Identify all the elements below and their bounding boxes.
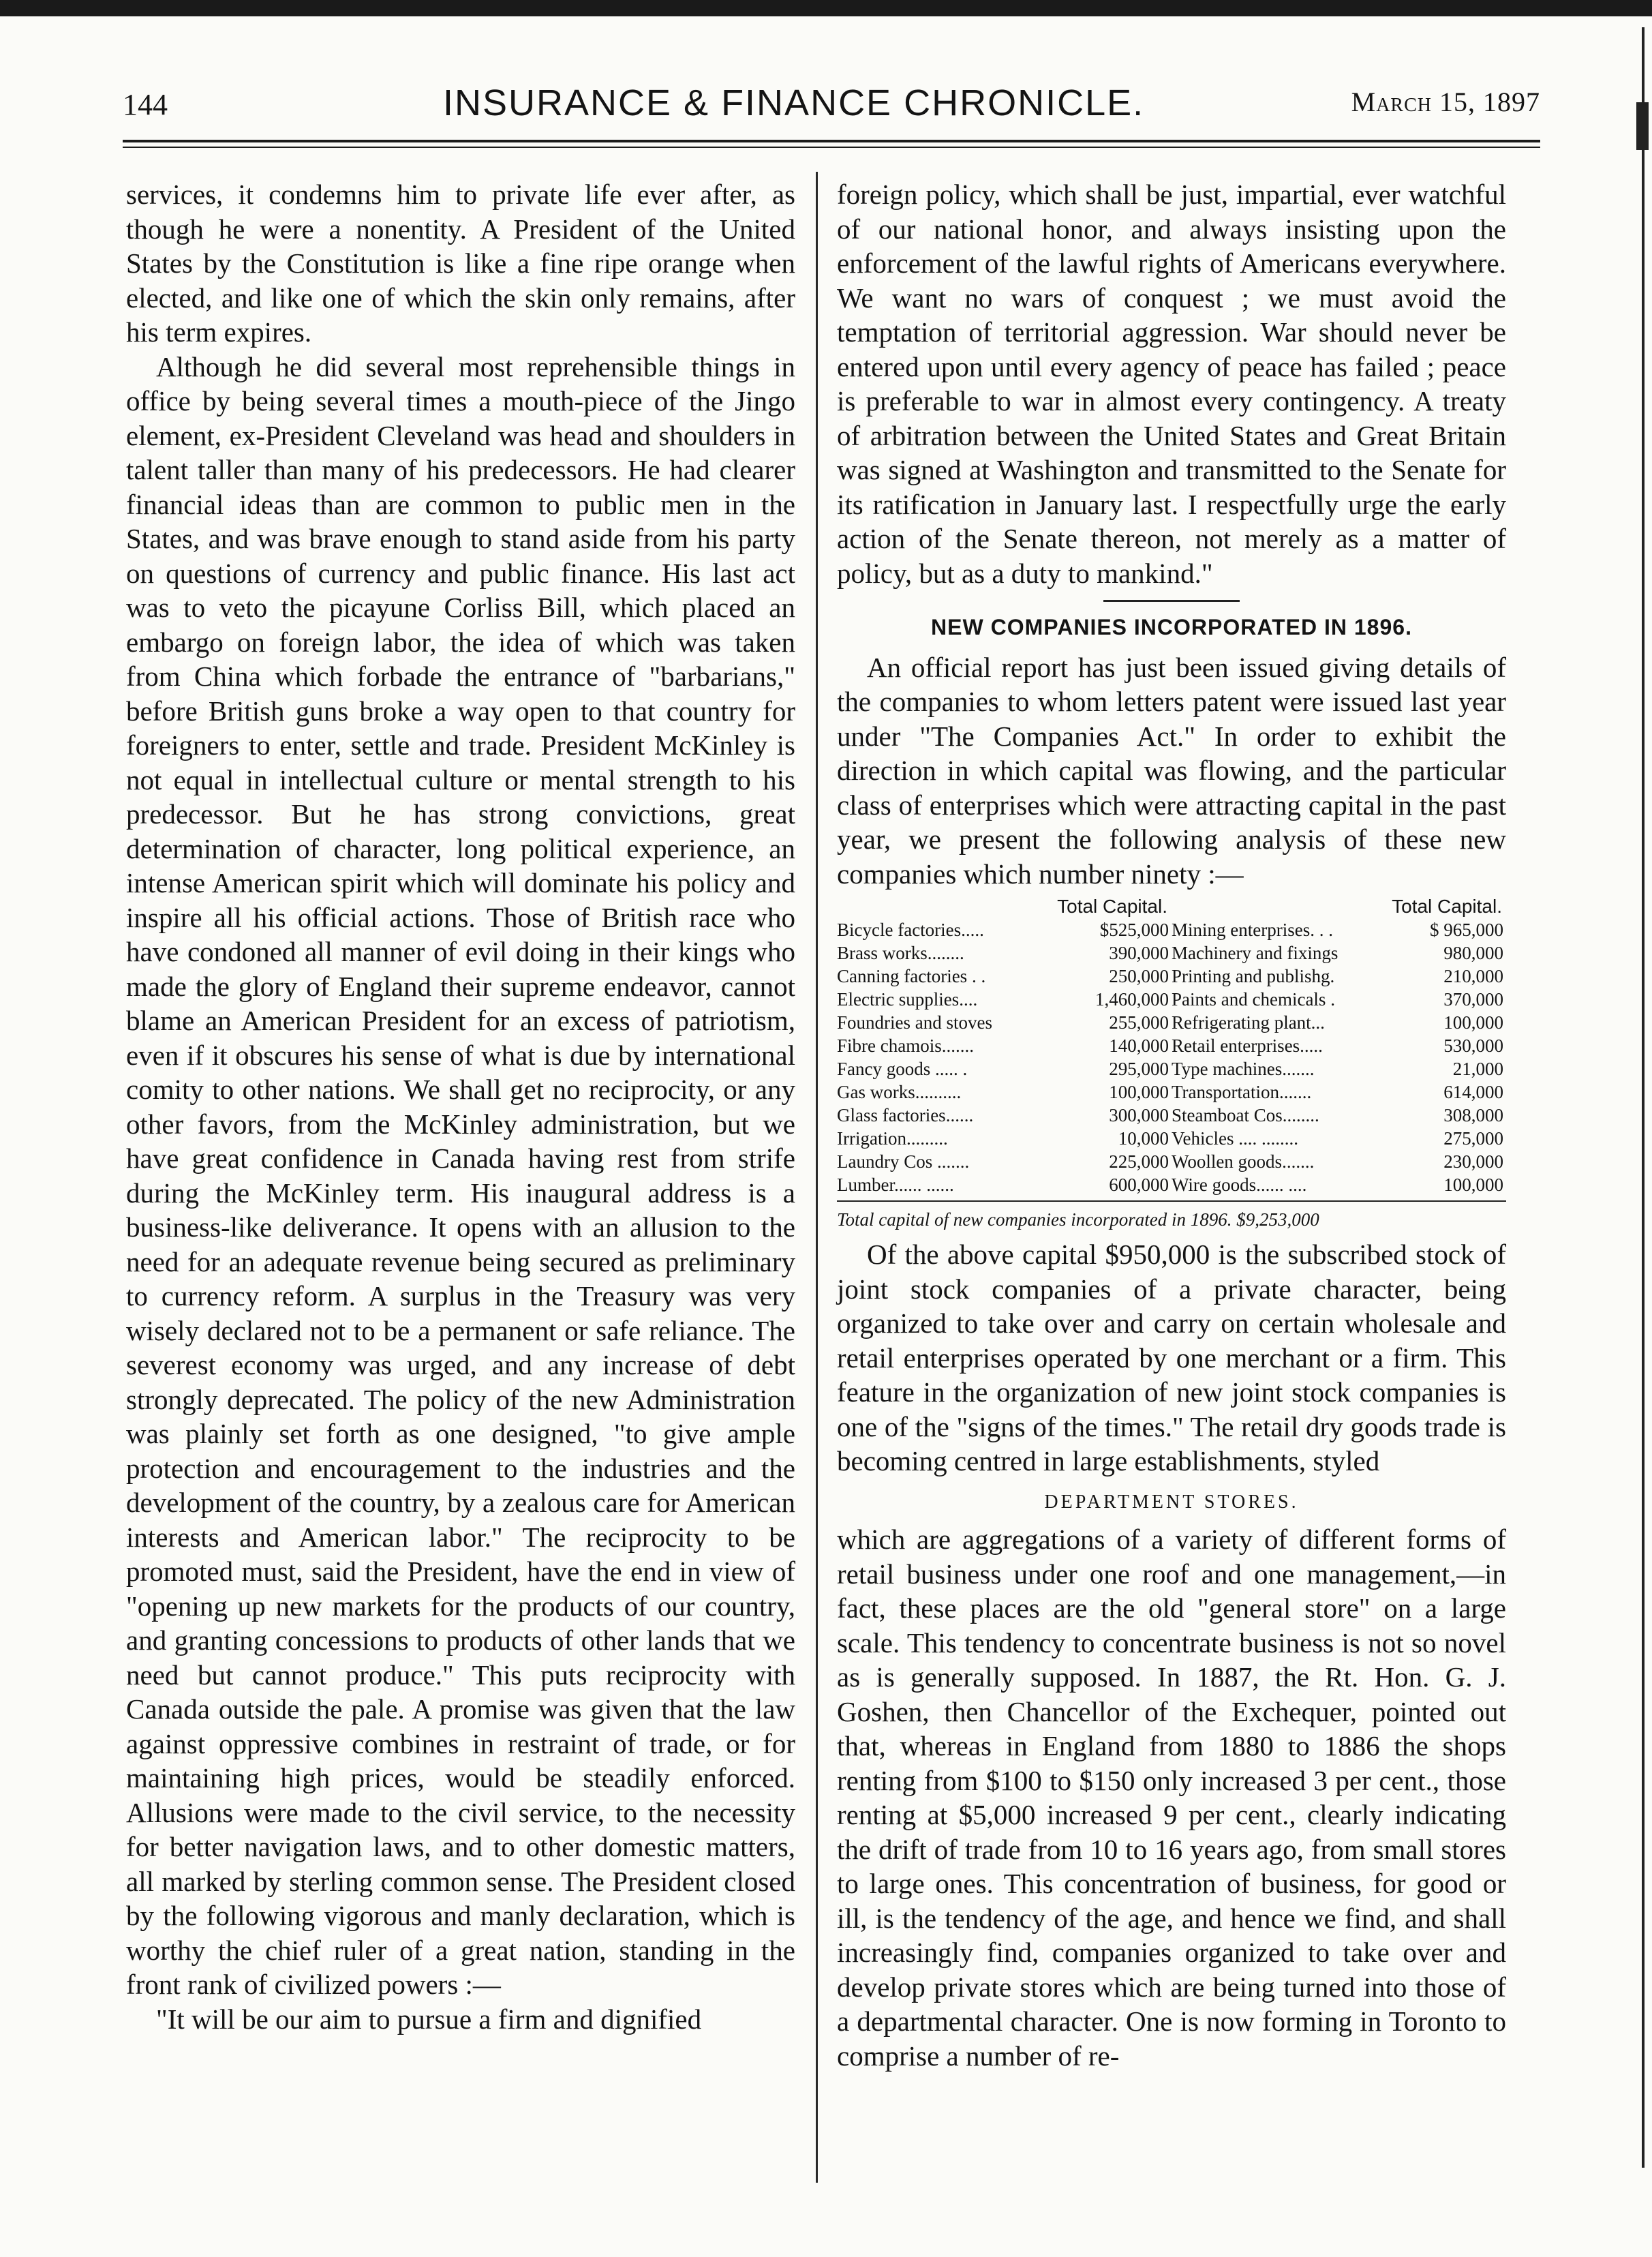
capital-table	[837, 895, 1506, 1232]
table-row-value: 255,000	[1109, 1012, 1169, 1033]
article-paragraph: Although he did several most reprehensible things in office by being several times a mouth-piece of the Jingo element, ex-President Cleveland was head and shoulders in talent taller than many of his predecessors. He had clearer financial ideas than are common to public men in the States, and was brave enough to stand aside from his party on questions of currency and public finance. His last act was to veto the picayune Corliss Bill, which placed an embargo on foreign labor, the idea of which was taken from China which forbade the entrance of "barbarians," before British guns broke a way open to that country for foreigners to enter, settle and trade. President McKinley is not equal in intellectual culture or mental strength to his predecessor. But he has strong convictions, great determination of character, long political experience, an intense American spirit which will dominate his policy and inspire all his official actions. Those of British race who have condoned all manner of evil doing in their kings who made the glory of England their supreme endeavor, cannot blame an American President for an excess of patriotism, even if it obscures his sense of what is due by international comity to other nations. We shall get no reciprocity, or any other favors, from the McKinley administration, but we have great confidence in Canada having rest from strife during the McKinley term. His inaugural address is a business-like deliverance. It opens with an allusion to the need for an adequate revenue being secured as preliminary to currency reform. A surplus in the Treasury was very wisely declared not to be a permanent or safe reliance. The severest economy was urged, and any increase of debt strongly deprecated. The policy of the new Administration was plainly set forth as one designed, "to give ample protection and encouragement to the industries and the development of the country, by a zealous care for American interests and American labor." The reciprocity to be promoted must, said the President, have the end in view of "opening up new markets for the products of our country, and granting concessions to products of other lands that we need but cannot produce." This puts reciprocity with Canada outside the pale. A promise was given that the law against oppressive combines in restraint of trade, or for maintaining high prices, would be steadily enforced. Allusions were made to the civil service, to the necessity for better navigation laws, and to other domestic matters, all marked by sterling common sense. The President closed by the following vigorous and manly declaration, which is worthy the chief ruler of a great nation, standing in the front rank of civilized powers :—	[126, 350, 795, 2000]
table-row-label: Retail enterprises.....	[1172, 1035, 1323, 1056]
table-row	[837, 1011, 1172, 1034]
table-row	[837, 918, 1172, 941]
table-left-half	[837, 918, 1172, 1196]
section-intro: An official report has just been issued giving details of the companies to whom letters patent were issued last year under "The Companies Act." In order to exhibit the direction in which capital was flowing, and the particular class of enterprises which were attracting capital in the past year, we present the following analysis of these new companies which number ninety :—	[837, 651, 1506, 890]
table-row	[1172, 988, 1506, 1011]
table-col-header-right: Total Capital.	[1392, 896, 1502, 917]
table-row	[1172, 918, 1506, 941]
scan-binding-edge	[1642, 27, 1645, 2168]
table-row	[1172, 1127, 1506, 1150]
table-row-value: 100,000	[1109, 1082, 1169, 1102]
table-row-label: Paints and chemicals .	[1172, 989, 1335, 1010]
journal-title: INSURANCE & FINANCE CHRONICLE.	[443, 82, 1145, 123]
article-paragraph: which are aggregations of a variety of different forms of retail business under one roof and one management,—in fact, these places are the old "general store" on a large scale. This tendency to concentrate business is not so novel as is generally supposed. In 1887, the Rt. Hon. G. J. Goshen, then Chancellor of the Exchequer, pointed out that, whereas in England from 1880 to 1886 the shops renting from $100 to $150 only increased 3 per cent., those renting at $5,000 increased 9 per cent., clearly indicating the drift of trade from 10 to 16 years ago, from small stores to large ones. This concentration of business, for good or ill, is the tendency of the age, and hence we find, and shall increasingly find, companies organized to take over and develop private stores which are being turned into those of a departmental character. One is now forming in Toronto to comprise a number of re-	[837, 1524, 1506, 2072]
table-row-value: 600,000	[1109, 1175, 1169, 1195]
table-col-header-left: Total Capital.	[1057, 896, 1167, 917]
table-row-value: 10,000	[1118, 1128, 1169, 1149]
table-row-label: Bicycle factories.....	[837, 920, 984, 940]
table-row-label: Type machines.......	[1172, 1059, 1315, 1079]
table-row-value: 210,000	[1443, 966, 1503, 986]
table-row-value: 21,000	[1452, 1059, 1503, 1079]
table-row-value: 370,000	[1443, 989, 1503, 1010]
table-row-value: 100,000	[1443, 1175, 1503, 1195]
table-row-label: Electric supplies....	[837, 989, 978, 1010]
table-row-value: $ 965,000	[1430, 920, 1503, 940]
table-row-label: Gas works..........	[837, 1082, 962, 1102]
table-row	[837, 988, 1172, 1011]
table-row-value: 275,000	[1443, 1128, 1503, 1149]
table-row-label: Transportation.......	[1172, 1082, 1312, 1102]
scan-top-edge	[0, 0, 1652, 16]
issue-date: March 15, 1897	[1351, 87, 1540, 117]
table-row-value: 530,000	[1443, 1035, 1503, 1056]
table-row-label: Woollen goods.......	[1172, 1151, 1315, 1172]
table-row-value: $525,000	[1099, 920, 1169, 940]
table-row	[1172, 1104, 1506, 1127]
table-row-label: Glass factories......	[837, 1105, 974, 1125]
header-rule-thin	[123, 147, 1540, 148]
table-row	[1172, 1034, 1506, 1057]
table-row-label: Lumber...... ......	[837, 1175, 954, 1195]
table-header	[837, 895, 1506, 918]
table-row-label: Fancy goods ..... .	[837, 1059, 968, 1079]
table-row	[837, 1150, 1172, 1173]
table-row-label: Printing and publishg.	[1172, 966, 1335, 986]
table-row-label: Irrigation.........	[837, 1128, 948, 1149]
table-row-value: 390,000	[1109, 943, 1169, 963]
table-row-label: Vehicles .... ........	[1172, 1128, 1298, 1149]
table-row	[837, 965, 1172, 988]
table-right-half	[1172, 918, 1506, 1196]
section-heading: NEW COMPANIES INCORPORATED IN 1896.	[931, 615, 1412, 639]
table-row	[837, 1173, 1172, 1196]
table-row-value: 308,000	[1443, 1105, 1503, 1125]
table-row	[1172, 941, 1506, 965]
table-row-value: 250,000	[1109, 966, 1169, 986]
column-divider	[816, 172, 818, 2183]
table-row-value: 295,000	[1109, 1059, 1169, 1079]
subheading: DEPARTMENT STORES.	[1044, 1491, 1299, 1513]
table-row-label: Laundry Cos .......	[837, 1151, 970, 1172]
table-row	[1172, 1173, 1506, 1196]
table-row	[1172, 1057, 1506, 1080]
page-header	[123, 82, 1540, 135]
table-row-value: 1,460,000	[1095, 989, 1169, 1010]
table-row-label: Steamboat Cos........	[1172, 1105, 1319, 1125]
table-row	[837, 1127, 1172, 1150]
quote-continuation: foreign policy, which shall be just, impartial, ever watchful of our national honor, and always insisting upon the enforcement of the lawful rights of Americans everywhere. We want no wars of conquest ; we must avoid the temptation of territorial aggression. War should never be entered upon until every agency of peace has failed ; peace is preferable to war in almost every contingency. A treaty of arbitration between the United States and Great Britain was signed at Washington and transmitted to the Senate for its ratification in January last. I respectfully urge the early action of the Senate thereon, not merely as a matter of policy, but as a duty to mankind."	[837, 179, 1506, 589]
table-row-value: 225,000	[1109, 1151, 1169, 1172]
table-row-value: 614,000	[1443, 1082, 1503, 1102]
right-column	[837, 177, 1506, 2073]
table-row-value: 100,000	[1443, 1012, 1503, 1033]
left-column	[126, 177, 795, 2036]
table-row-label: Wire goods...... ....	[1172, 1175, 1307, 1195]
table-row-label: Brass works........	[837, 943, 964, 963]
section-rule	[1103, 600, 1240, 602]
table-total: Total capital of new companies incorporated in 1896. $9,253,000	[837, 1209, 1319, 1230]
article-paragraph: "It will be our aim to pursue a firm and dignified	[156, 2003, 702, 2035]
table-row	[1172, 1150, 1506, 1173]
table-row	[837, 941, 1172, 965]
article-paragraph: services, it condemns him to private life ever after, as though he were a nonentity. A President of the United States by the Constitution is like a fine ripe orange when elected, and like one of which the skin only remains, after his term expires.	[126, 179, 795, 348]
table-row	[837, 1080, 1172, 1104]
header-rule-thick	[123, 140, 1540, 142]
article-paragraph: Of the above capital $950,000 is the subscribed stock of joint stock companies of a private character, being organized to take over and carry on certain wholesale and retail enterprises operated by one merchant or a firm. This feature in the organization of new joint stock companies is one of the "signs of the times." The retail dry goods trade is becoming centred in large establishments, styled	[837, 1239, 1506, 1476]
table-row-label: Fibre chamois.......	[837, 1035, 974, 1056]
table-body	[837, 918, 1506, 1196]
table-row-label: Foundries and stoves	[837, 1012, 992, 1033]
table-row-value: 140,000	[1109, 1035, 1169, 1056]
table-rule	[837, 1200, 1506, 1202]
table-row-label: Machinery and fixings	[1172, 943, 1339, 963]
table-row-value: 300,000	[1109, 1105, 1169, 1125]
table-row	[837, 1034, 1172, 1057]
table-row-label: Mining enterprises. . .	[1172, 920, 1333, 940]
table-row-value: 230,000	[1443, 1151, 1503, 1172]
table-row-label: Canning factories . .	[837, 966, 986, 986]
table-row	[837, 1104, 1172, 1127]
table-row	[1172, 965, 1506, 988]
table-row-value: 980,000	[1443, 943, 1503, 963]
table-row	[837, 1057, 1172, 1080]
table-row	[1172, 1011, 1506, 1034]
page-number: 144	[123, 88, 168, 121]
table-row	[1172, 1080, 1506, 1104]
table-row-label: Refrigerating plant...	[1172, 1012, 1325, 1033]
